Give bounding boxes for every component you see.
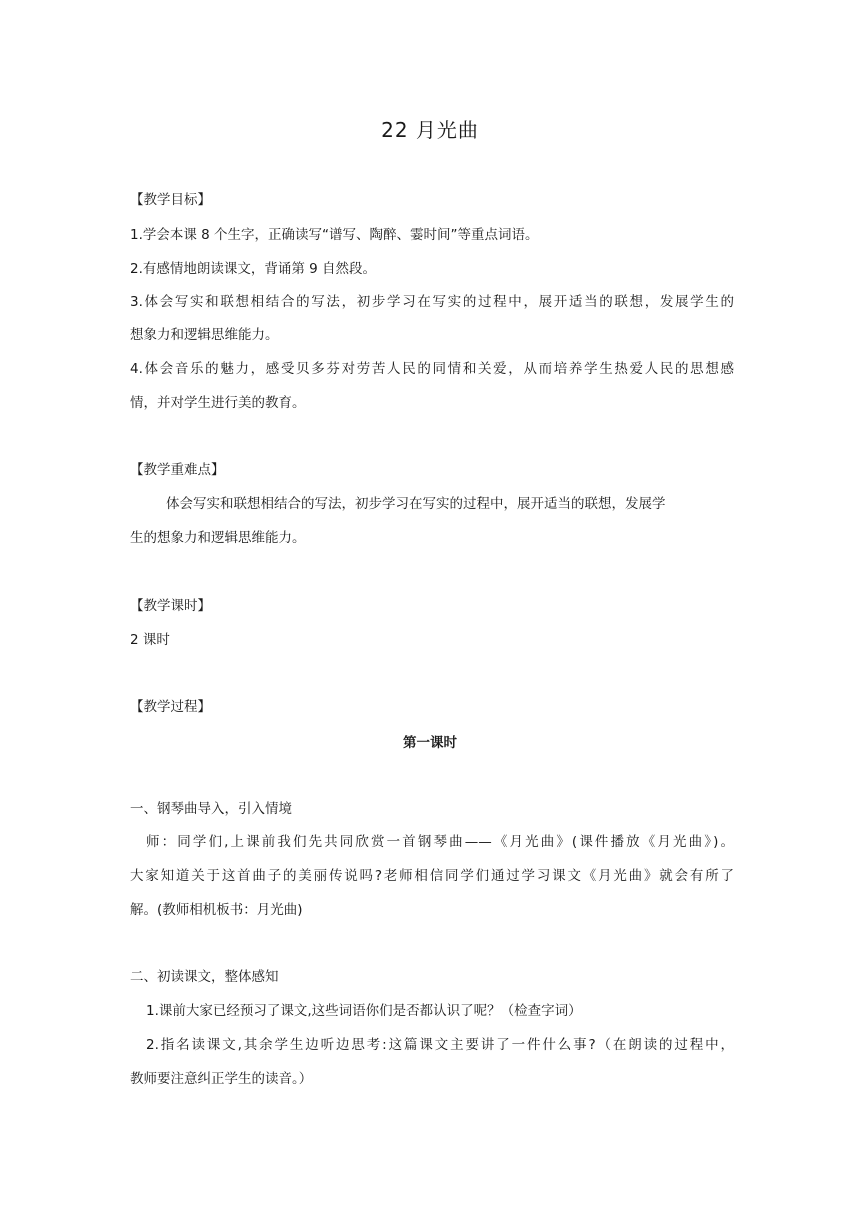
objectives-heading: 【教学目标】: [130, 192, 211, 208]
document-title: 22 月光曲: [381, 118, 479, 142]
section-2-item-2-line-1: 2.指名读课文,其余学生边听边思考:这篇课文主要讲了一件什么事?（在朗读的过程中，: [146, 1037, 734, 1053]
hours-heading: 【教学课时】: [130, 598, 211, 614]
objective-item-2: 2.有感情地朗读课文，背诵第 9 自然段。: [130, 261, 377, 277]
section-1-line-1: 师：同学们,上课前我们先共同欣赏一首钢琴曲——《月光曲》(课件播放《月光曲》)。: [146, 834, 734, 850]
objective-item-4-line-1: 4.体会音乐的魅力，感受贝多芬对劳苦人民的同情和关爱，从而培养学生热爱人民的思想感: [130, 361, 734, 377]
hours-value: 2 课时: [130, 632, 170, 648]
key-points-line-2: 生的想象力和逻辑思维能力。: [130, 530, 306, 546]
section-1-line-3: 解。(教师相机板书：月光曲): [130, 902, 303, 918]
key-points-line-1: 体会写实和联想相结合的写法，初步学习在写实的过程中，展开适当的联想，发展学: [166, 496, 666, 512]
process-heading: 【教学过程】: [130, 699, 211, 715]
section-2-heading: 二、初读课文，整体感知: [130, 969, 279, 985]
section-2-item-1: 1.课前大家已经预习了课文,这些词语你们是否都认识了呢？（检查字词）: [146, 1003, 582, 1019]
objective-item-1: 1.学会本课 8 个生字，正确读写“谱写、陶醉、霎时间”等重点词语。: [130, 227, 539, 243]
objective-item-3-line-1: 3.体会写实和联想相结合的写法，初步学习在写实的过程中，展开适当的联想，发展学生的: [130, 294, 734, 310]
lesson-title: 第一课时: [403, 735, 457, 751]
section-1-line-2: 大家知道关于这首曲子的美丽传说吗?老师相信同学们通过学习课文《月光曲》就会有所了: [130, 868, 734, 884]
objective-item-3-line-2: 想象力和逻辑思维能力。: [130, 327, 279, 343]
objective-item-4-line-2: 情，并对学生进行美的教育。: [130, 395, 306, 411]
key-points-heading: 【教学重难点】: [130, 462, 225, 478]
section-2-item-2-line-2: 教师要注意纠正学生的读音。）: [130, 1071, 313, 1087]
section-1-heading: 一、钢琴曲导入，引入情境: [130, 801, 292, 817]
